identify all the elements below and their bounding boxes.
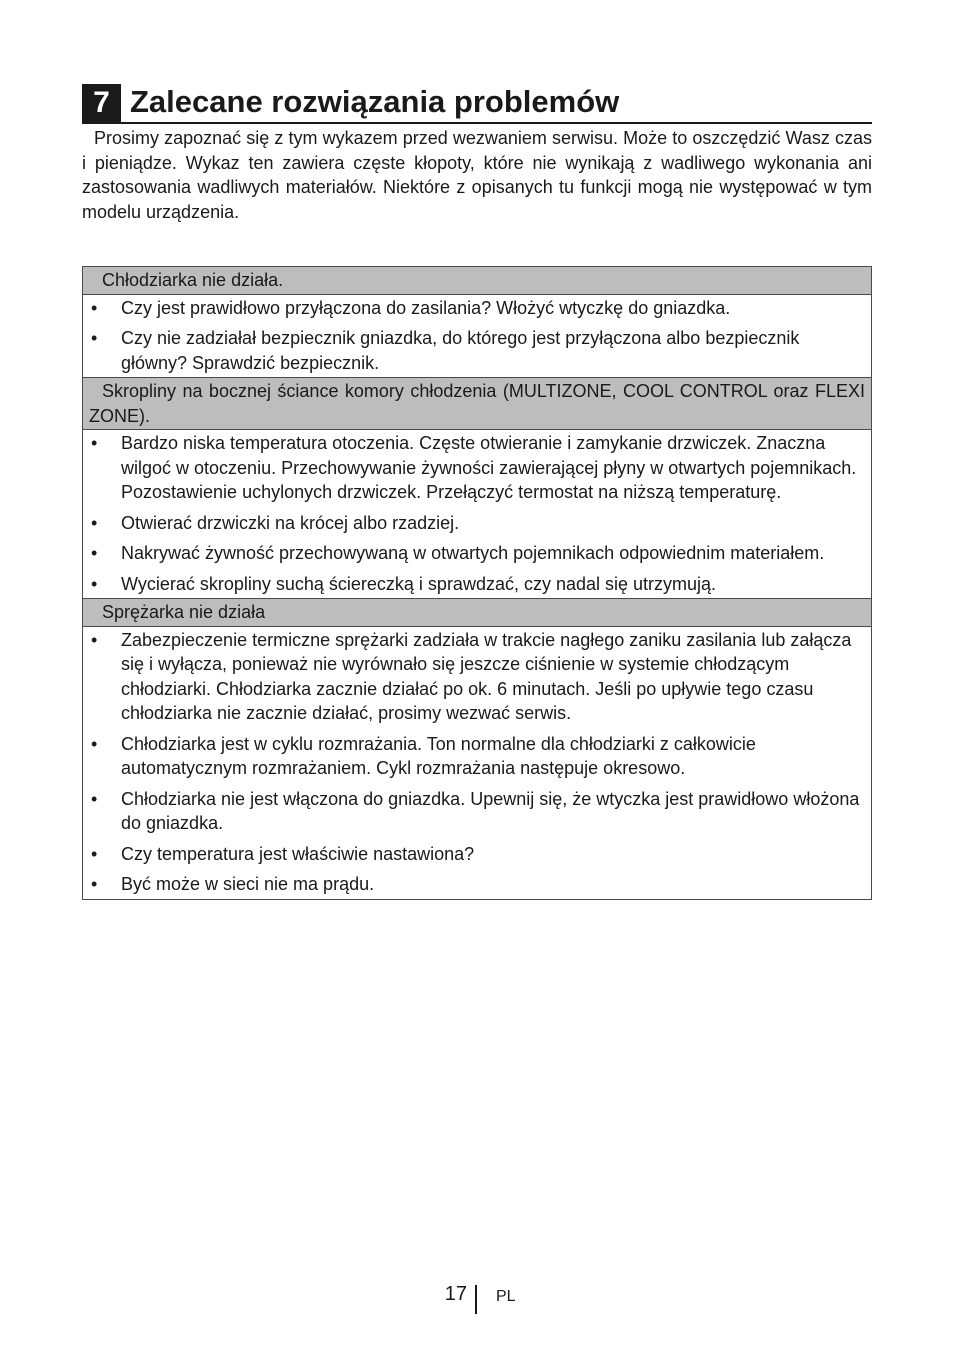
list-item <box>89 628 865 726</box>
list-item <box>89 872 865 897</box>
bullet-icon: • <box>91 788 98 809</box>
list-item-text: Chłodziarka nie jest włączona do gniazdka. Upewnij się, że wtyczka jest prawidłowo włożona do gniazdka. <box>121 788 860 833</box>
section-body <box>83 295 871 379</box>
bullet-icon: • <box>91 843 98 864</box>
bullet-icon: • <box>91 733 98 754</box>
list-item <box>89 511 865 536</box>
list-item <box>89 732 865 781</box>
bullet-icon: • <box>91 629 98 650</box>
list-item <box>89 572 865 597</box>
chapter-number: 7 <box>82 84 121 122</box>
list-item-text: Otwierać drzwiczki na krócej albo rzadziej. <box>121 512 460 533</box>
list-item <box>89 431 865 505</box>
bullet-icon: • <box>91 512 98 533</box>
list-item <box>89 541 865 566</box>
section-body <box>83 627 871 899</box>
list-item <box>89 787 865 836</box>
list-item-text: Być może w sieci nie ma prądu. <box>121 874 375 894</box>
page-footer <box>0 1281 954 1315</box>
list-item <box>89 842 865 867</box>
footer-divider <box>475 1285 477 1314</box>
list-item-text: Czy nie zadziałał bezpiecznik gniazdka, do którego jest przyłączona albo bezpiecznik główny? Sprawdzić bezpiecznik. <box>121 328 800 373</box>
bullet-icon: • <box>91 874 98 894</box>
chapter-header <box>82 82 872 124</box>
bullet-icon: • <box>91 573 98 594</box>
chapter-title: Zalecane rozwiązania problemów <box>130 84 620 119</box>
list-item-text: Zabezpieczenie termiczne sprężarki zadziała w trakcie nagłego zaniku zasilania lub załącza się i wyłącza, ponieważ nie wyrównało się jeszcze ciśnienie w systemie chłodzącym chłodziarki. Chłodziarka zacznie działać po ok. 6 minutach. Jeśli po upływie tego czasu chłodziarka nie zacznie działać, prosimy wezwać serwis. <box>121 629 852 723</box>
bullet-icon: • <box>91 297 98 318</box>
list-item-text: Nakrywać żywność przechowywaną w otwartych pojemnikach odpowiednim materiałem. <box>121 543 825 563</box>
section-header: Sprężarka nie działa <box>83 599 871 627</box>
page-number: 17 <box>444 1283 467 1305</box>
bullet-icon: • <box>91 328 98 348</box>
list-item-text: Wycierać skropliny suchą ściereczką i sprawdzać, czy nadal się utrzymują. <box>121 573 717 594</box>
troubleshooting-table <box>82 266 872 900</box>
bullet-icon: • <box>91 543 98 563</box>
language-code: PL <box>496 1288 516 1305</box>
section-body <box>83 430 871 599</box>
intro-paragraph: Prosimy zapoznać się z tym wykazem przed wezwaniem serwisu. Może to oszczędzić Wasz czas i pieniądze. Wykaz ten zawiera częste kłopoty, które nie wynikają z wadliwego wykonania ani zastosowania wadliwych materiałów. Niektóre z opisanych tu funkcji mogą nie występować w tym modelu urządzenia. <box>82 128 872 222</box>
list-item <box>89 296 865 321</box>
list-item-text: Czy jest prawidłowo przyłączona do zasilania? Włożyć wtyczkę do gniazdka. <box>121 297 731 318</box>
section-header: Skropliny na bocznej ściance komory chłodzenia (MULTIZONE, COOL CONTROL oraz FLEXI ZONE). <box>83 378 871 430</box>
section-header: Chłodziarka nie działa. <box>83 267 871 295</box>
list-item <box>89 326 865 375</box>
list-item-text: Chłodziarka jest w cyklu rozmrażania. Ton normalne dla chłodziarki z całkowicie automatycznym rozmrażaniem. Cykl rozmrażania następuje okresowo. <box>121 733 756 778</box>
bullet-icon: • <box>91 433 98 453</box>
list-item-text: Czy temperatura jest właściwie nastawiona? <box>121 843 475 864</box>
list-item-text: Bardzo niska temperatura otoczenia. Częste otwieranie i zamykanie drzwiczek. Znaczna wilgoć w otoczeniu. Przechowywanie żywności zawierającej płyny w otwartych pojemnikach. Pozostawienie uchylonych drzwiczek. Przełączyć termostat na niższą temperaturę. <box>121 433 857 502</box>
